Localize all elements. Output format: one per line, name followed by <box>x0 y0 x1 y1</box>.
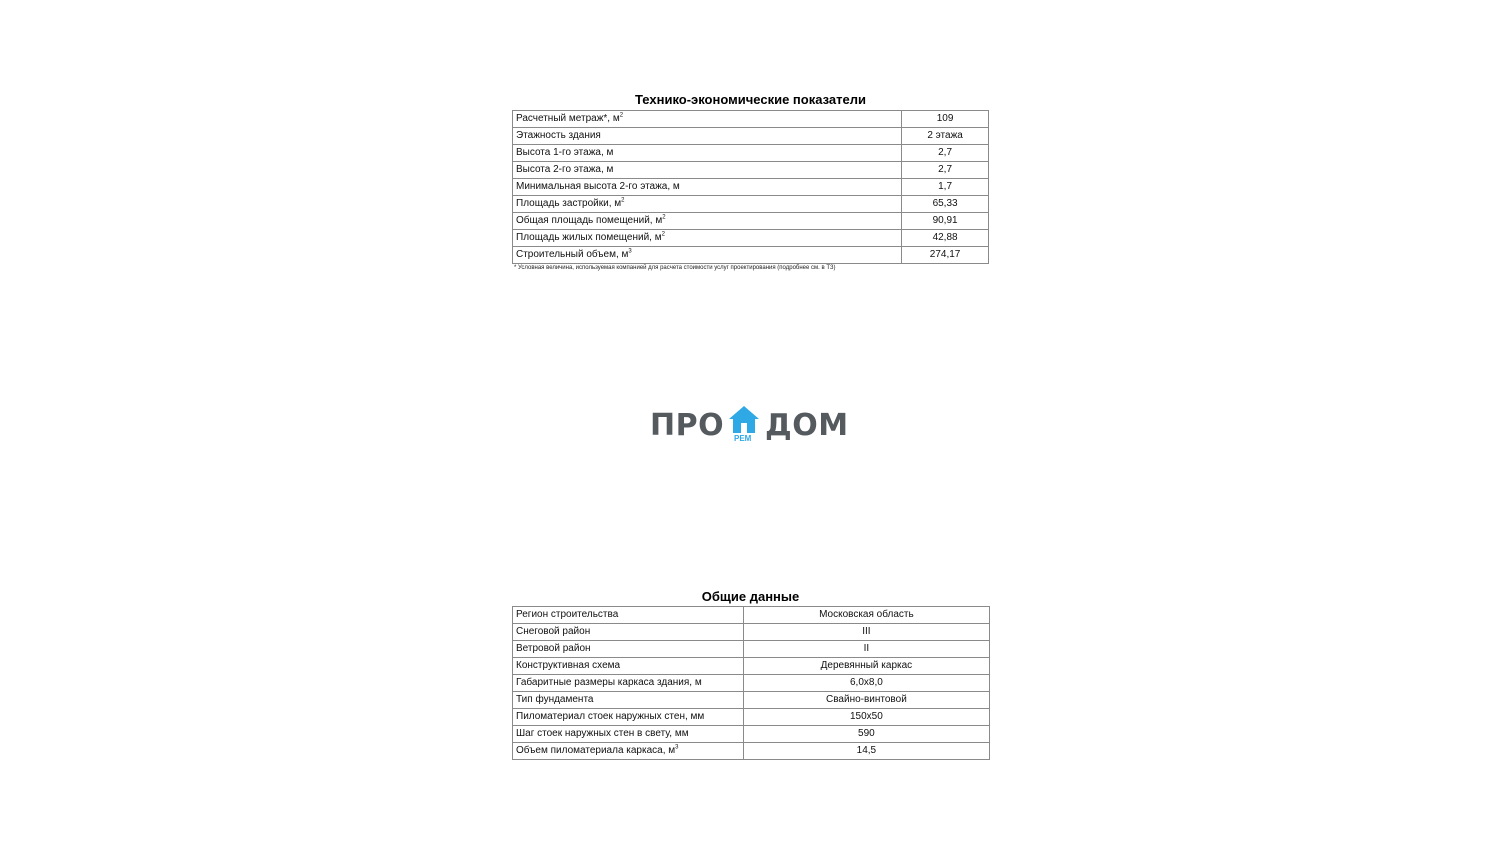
row-value: 42,88 <box>902 230 989 247</box>
row-value: 109 <box>902 111 989 128</box>
row-label-cell <box>513 162 902 179</box>
general-data-table <box>512 606 990 760</box>
row-value: 150х50 <box>743 709 989 726</box>
row-value: 65,33 <box>902 196 989 213</box>
row-label-cell <box>513 709 744 726</box>
row-value: 6,0х8,0 <box>743 675 989 692</box>
row-label: Габаритные размеры каркаса здания, м <box>516 677 702 688</box>
table-row <box>513 675 990 692</box>
row-label-cell <box>513 726 744 743</box>
row-label: Расчетный метраж*, м <box>516 113 620 124</box>
unit-superscript: 2 <box>619 112 624 119</box>
row-value: 90,91 <box>902 213 989 230</box>
row-label: Тип фундамента <box>516 694 594 705</box>
row-label-cell <box>513 145 902 162</box>
table-row <box>513 743 990 760</box>
unit-superscript: 3 <box>675 744 679 751</box>
row-label: Этажность здания <box>516 130 601 141</box>
unit-superscript: 2 <box>662 214 666 221</box>
unit-superscript: 2 <box>621 197 625 204</box>
prodom-logo <box>648 403 853 447</box>
tech-footnote: * Условная величина, используемая компанией для расчета стоимости услуг проектирования (подробнее см. в ТЗ) <box>514 265 836 271</box>
row-label-cell <box>513 213 902 230</box>
general-table-title: Общие данные <box>701 589 800 604</box>
row-label: Минимальная высота 2-го этажа, м <box>516 181 680 192</box>
row-value: 590 <box>743 726 989 743</box>
row-label-cell <box>513 658 744 675</box>
row-label-cell <box>513 111 902 128</box>
table-row <box>513 213 989 230</box>
tech-indicators-table <box>512 110 989 264</box>
row-value: 2,7 <box>902 145 989 162</box>
row-label: Высота 2-го этажа, м <box>516 164 614 175</box>
row-label: Высота 1-го этажа, м <box>516 147 614 158</box>
row-label: Шаг стоек наружных стен в свету, мм <box>516 728 689 739</box>
row-label-cell <box>513 624 744 641</box>
row-label-cell <box>513 607 744 624</box>
table-row <box>513 726 990 743</box>
row-value: 2 этажа <box>902 128 989 145</box>
table-row <box>513 641 990 658</box>
row-label: Пиломатериал стоек наружных стен, мм <box>516 711 705 722</box>
row-value: II <box>743 641 989 658</box>
row-label: Объем пиломатериала каркаса, м <box>516 745 676 756</box>
row-label: Площадь застройки, м <box>516 198 622 209</box>
house-icon <box>728 405 760 435</box>
row-label: Регион строительства <box>516 609 619 620</box>
row-label-cell <box>513 675 744 692</box>
row-value: Свайно-винтовой <box>743 692 989 709</box>
table-row <box>513 230 989 247</box>
unit-superscript: 3 <box>628 248 632 255</box>
table-row <box>513 692 990 709</box>
row-label-cell <box>513 247 902 264</box>
unit-superscript: 2 <box>661 231 665 238</box>
table-row <box>513 111 989 128</box>
table-row <box>513 247 989 264</box>
row-label: Конструктивная схема <box>516 660 621 671</box>
row-label: Снеговой район <box>516 626 591 637</box>
logo-word-right: ДОМ <box>765 408 849 443</box>
row-label: Ветровой район <box>516 643 591 654</box>
row-label-cell <box>513 692 744 709</box>
table-row <box>513 624 990 641</box>
row-value: 274,17 <box>902 247 989 264</box>
row-label: Строительный объем, м <box>516 249 629 260</box>
table-row <box>513 658 990 675</box>
logo-word-left: ПРО <box>650 408 725 443</box>
row-label-cell <box>513 641 744 658</box>
table-row <box>513 179 989 196</box>
row-label-cell <box>513 196 902 213</box>
table-row <box>513 145 989 162</box>
row-value: III <box>743 624 989 641</box>
row-value: 2,7 <box>902 162 989 179</box>
logo-subtext: РЕМ <box>734 434 752 443</box>
table-row <box>513 128 989 145</box>
row-value: 1,7 <box>902 179 989 196</box>
table-row <box>513 709 990 726</box>
table-row <box>513 162 989 179</box>
row-label-cell <box>513 230 902 247</box>
row-value: 14,5 <box>743 743 989 760</box>
row-value: Московская область <box>743 607 989 624</box>
row-label: Площадь жилых помещений, м <box>516 232 662 243</box>
row-label-cell <box>513 743 744 760</box>
row-label-cell <box>513 179 902 196</box>
row-label-cell <box>513 128 902 145</box>
tech-table-title: Технико-экономические показатели <box>635 92 866 107</box>
table-row <box>513 607 990 624</box>
table-row <box>513 196 989 213</box>
row-value: Деревянный каркас <box>743 658 989 675</box>
row-label: Общая площадь помещений, м <box>516 215 663 226</box>
